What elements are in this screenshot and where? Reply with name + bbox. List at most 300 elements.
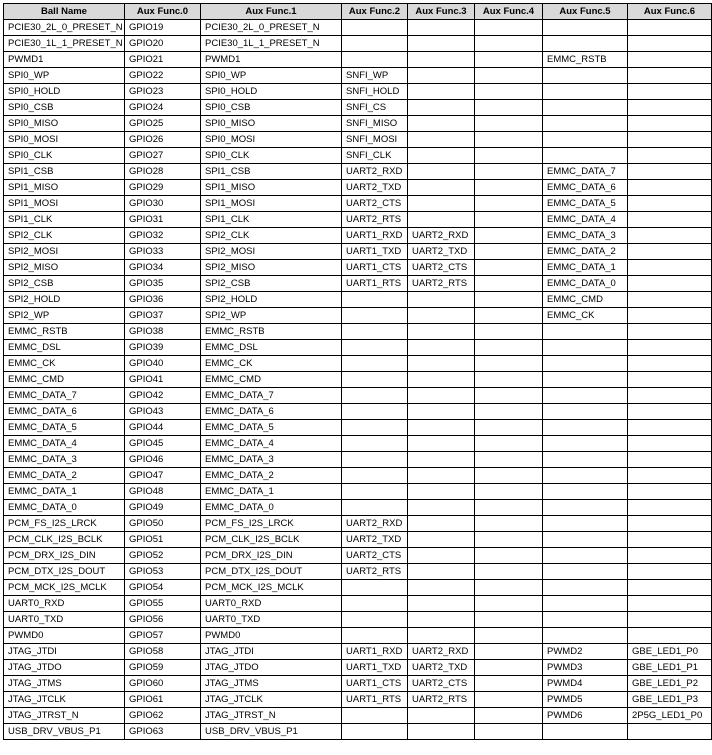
table-cell [628, 548, 712, 564]
table-cell: EMMC_DATA_1 [201, 484, 342, 500]
table-cell [628, 212, 712, 228]
table-cell: GPIO28 [125, 164, 201, 180]
table-cell [628, 292, 712, 308]
table-cell [628, 164, 712, 180]
table-row [4, 484, 712, 500]
table-cell [475, 676, 543, 692]
table-cell [408, 324, 475, 340]
table-cell [408, 164, 475, 180]
table-cell: EMMC_DATA_1 [543, 260, 628, 276]
table-cell: GPIO23 [125, 84, 201, 100]
table-cell: GPIO31 [125, 212, 201, 228]
table-row [4, 612, 712, 628]
table-cell: EMMC_DATA_6 [543, 180, 628, 196]
table-cell [628, 356, 712, 372]
table-cell [408, 468, 475, 484]
table-cell [342, 612, 408, 628]
table-cell [543, 612, 628, 628]
table-cell: UART2_RXD [342, 516, 408, 532]
table-cell [543, 564, 628, 580]
ball-name-cell: UART0_TXD [4, 612, 125, 628]
table-cell [475, 228, 543, 244]
table-cell [408, 308, 475, 324]
table-row [4, 596, 712, 612]
table-cell: SNFI_MOSI [342, 132, 408, 148]
table-cell [628, 500, 712, 516]
table-cell [342, 324, 408, 340]
table-cell: GPIO55 [125, 596, 201, 612]
table-cell: GPIO56 [125, 612, 201, 628]
table-cell [475, 292, 543, 308]
table-cell: GPIO35 [125, 276, 201, 292]
table-cell [628, 596, 712, 612]
table-cell: GPIO30 [125, 196, 201, 212]
table-cell [342, 420, 408, 436]
ball-name-cell: EMMC_DSL [4, 340, 125, 356]
ball-name-cell: SPI2_CLK [4, 228, 125, 244]
table-cell: EMMC_DATA_4 [201, 436, 342, 452]
table-cell: EMMC_CK [543, 308, 628, 324]
ball-name-cell: SPI1_MISO [4, 180, 125, 196]
table-row [4, 196, 712, 212]
ball-name-cell: EMMC_DATA_1 [4, 484, 125, 500]
ball-name-cell: SPI0_CLK [4, 148, 125, 164]
table-cell [628, 612, 712, 628]
table-cell: EMMC_RSTB [543, 52, 628, 68]
table-row [4, 516, 712, 532]
table-cell [543, 532, 628, 548]
table-cell: EMMC_DATA_0 [543, 276, 628, 292]
table-row [4, 228, 712, 244]
table-row [4, 164, 712, 180]
ball-name-cell: SPI2_WP [4, 308, 125, 324]
table-cell [408, 500, 475, 516]
table-cell: GPIO53 [125, 564, 201, 580]
table-cell [475, 68, 543, 84]
table-cell [342, 52, 408, 68]
table-cell [342, 484, 408, 500]
table-cell: GPIO24 [125, 100, 201, 116]
table-cell [475, 276, 543, 292]
table-cell: UART2_RTS [408, 692, 475, 708]
table-cell [543, 20, 628, 36]
table-cell: GBE_LED1_P0 [628, 644, 712, 660]
table-cell [342, 500, 408, 516]
table-cell: PCIE30_2L_0_PRESET_N [201, 20, 342, 36]
ball-name-cell: PCM_MCK_I2S_MCLK [4, 580, 125, 596]
table-row [4, 708, 712, 724]
table-cell: UART1_TXD [342, 660, 408, 676]
ball-name-cell: SPI2_MOSI [4, 244, 125, 260]
table-cell: GPIO44 [125, 420, 201, 436]
table-row [4, 84, 712, 100]
ball-name-cell: EMMC_DATA_2 [4, 468, 125, 484]
table-cell [475, 708, 543, 724]
table-cell [475, 468, 543, 484]
table-cell [408, 68, 475, 84]
table-cell [342, 356, 408, 372]
table-cell [543, 484, 628, 500]
table-row [4, 132, 712, 148]
table-cell [543, 548, 628, 564]
table-row [4, 180, 712, 196]
table-cell: GPIO49 [125, 500, 201, 516]
table-cell [543, 372, 628, 388]
table-row [4, 564, 712, 580]
table-cell [408, 708, 475, 724]
table-cell: EMMC_DATA_4 [543, 212, 628, 228]
table-cell [543, 340, 628, 356]
table-cell: GPIO59 [125, 660, 201, 676]
table-cell [628, 404, 712, 420]
table-cell [342, 452, 408, 468]
table-cell [475, 324, 543, 340]
table-cell: UART2_CTS [342, 548, 408, 564]
table-cell [408, 356, 475, 372]
table-cell: UART0_RXD [201, 596, 342, 612]
table-cell: GPIO34 [125, 260, 201, 276]
table-cell [543, 36, 628, 52]
table-cell: GPIO40 [125, 356, 201, 372]
ball-name-cell: SPI2_HOLD [4, 292, 125, 308]
table-row [4, 420, 712, 436]
table-cell: GPIO29 [125, 180, 201, 196]
table-cell [408, 180, 475, 196]
table-cell: UART1_RXD [342, 228, 408, 244]
table-cell: SPI1_MISO [201, 180, 342, 196]
table-cell [543, 628, 628, 644]
header-row [4, 4, 712, 20]
table-cell [475, 388, 543, 404]
table-cell [628, 580, 712, 596]
table-cell [543, 724, 628, 740]
table-cell [628, 372, 712, 388]
table-cell: GPIO58 [125, 644, 201, 660]
table-cell [628, 308, 712, 324]
table-cell [342, 308, 408, 324]
column-header: Aux Func.1 [201, 4, 342, 20]
ball-name-cell: SPI2_MISO [4, 260, 125, 276]
table-cell: JTAG_JTMS [201, 676, 342, 692]
table-cell [543, 404, 628, 420]
table-cell [408, 436, 475, 452]
ball-name-cell: SPI1_CSB [4, 164, 125, 180]
table-cell: UART1_CTS [342, 676, 408, 692]
table-cell [408, 548, 475, 564]
table-cell [408, 596, 475, 612]
table-cell [475, 212, 543, 228]
table-row [4, 52, 712, 68]
table-cell [408, 724, 475, 740]
table-cell [475, 516, 543, 532]
ball-name-cell: PWMD0 [4, 628, 125, 644]
table-cell: GPIO41 [125, 372, 201, 388]
table-cell: PCIE30_1L_1_PRESET_N [201, 36, 342, 52]
table-cell [475, 564, 543, 580]
table-cell [342, 292, 408, 308]
table-cell: UART1_RXD [342, 644, 408, 660]
table-cell: SPI0_HOLD [201, 84, 342, 100]
table-cell: GPIO52 [125, 548, 201, 564]
table-cell: GPIO19 [125, 20, 201, 36]
ball-name-cell: SPI2_CSB [4, 276, 125, 292]
table-cell: GPIO32 [125, 228, 201, 244]
table-cell [408, 212, 475, 228]
table-cell [408, 340, 475, 356]
table-cell [342, 340, 408, 356]
column-header: Aux Func.2 [342, 4, 408, 20]
table-cell [628, 260, 712, 276]
ball-name-cell: JTAG_JTDI [4, 644, 125, 660]
table-cell: SPI0_CLK [201, 148, 342, 164]
pin-function-table [3, 3, 712, 740]
table-cell: UART2_RTS [342, 212, 408, 228]
table-cell [342, 628, 408, 644]
table-cell [475, 580, 543, 596]
table-cell: EMMC_DATA_3 [543, 228, 628, 244]
table-cell [408, 564, 475, 580]
table-cell: SPI1_MOSI [201, 196, 342, 212]
table-cell: SPI1_CSB [201, 164, 342, 180]
table-cell [475, 436, 543, 452]
table-cell: GPIO39 [125, 340, 201, 356]
table-cell [342, 436, 408, 452]
ball-name-cell: JTAG_JTDO [4, 660, 125, 676]
table-cell: PCM_DRX_I2S_DIN [201, 548, 342, 564]
table-cell [408, 148, 475, 164]
table-cell [475, 244, 543, 260]
column-header: Aux Func.5 [543, 4, 628, 20]
table-row [4, 532, 712, 548]
ball-name-cell: UART0_RXD [4, 596, 125, 612]
table-cell: USB_DRV_VBUS_P1 [201, 724, 342, 740]
table-cell [543, 452, 628, 468]
ball-name-cell: EMMC_DATA_6 [4, 404, 125, 420]
table-cell: PWMD3 [543, 660, 628, 676]
table-cell [628, 276, 712, 292]
table-cell [628, 180, 712, 196]
table-row [4, 676, 712, 692]
table-row [4, 212, 712, 228]
ball-name-cell: JTAG_JTRST_N [4, 708, 125, 724]
table-cell: UART2_RTS [408, 276, 475, 292]
table-cell [543, 132, 628, 148]
table-row [4, 148, 712, 164]
table-cell: GPIO62 [125, 708, 201, 724]
table-cell [475, 196, 543, 212]
table-cell [342, 20, 408, 36]
table-cell: GPIO46 [125, 452, 201, 468]
table-row [4, 324, 712, 340]
table-row [4, 292, 712, 308]
table-cell: SPI2_CSB [201, 276, 342, 292]
table-cell [628, 468, 712, 484]
table-cell: UART1_RTS [342, 276, 408, 292]
table-cell [408, 100, 475, 116]
table-cell: PWMD1 [201, 52, 342, 68]
table-cell: SNFI_WP [342, 68, 408, 84]
table-cell [342, 388, 408, 404]
table-cell: GBE_LED1_P2 [628, 676, 712, 692]
table-cell: UART0_TXD [201, 612, 342, 628]
table-cell: GPIO61 [125, 692, 201, 708]
table-cell: JTAG_JTDI [201, 644, 342, 660]
table-cell: UART2_TXD [408, 244, 475, 260]
table-cell: UART2_RTS [342, 564, 408, 580]
table-cell [342, 724, 408, 740]
table-row [4, 628, 712, 644]
table-cell [628, 228, 712, 244]
table-cell [408, 404, 475, 420]
table-cell: 2P5G_LED1_P0 [628, 708, 712, 724]
table-cell: SNFI_CS [342, 100, 408, 116]
table-cell [342, 36, 408, 52]
table-cell [628, 196, 712, 212]
table-cell: GPIO22 [125, 68, 201, 84]
table-cell: SPI2_HOLD [201, 292, 342, 308]
table-cell [475, 148, 543, 164]
table-row [4, 36, 712, 52]
ball-name-cell: PCM_CLK_I2S_BCLK [4, 532, 125, 548]
table-cell [475, 20, 543, 36]
table-cell: EMMC_CK [201, 356, 342, 372]
table-cell: GPIO47 [125, 468, 201, 484]
table-cell: EMMC_DATA_7 [201, 388, 342, 404]
table-cell: EMMC_DATA_2 [543, 244, 628, 260]
table-cell [342, 372, 408, 388]
table-cell [475, 116, 543, 132]
table-row [4, 340, 712, 356]
table-body [4, 20, 712, 740]
ball-name-cell: USB_DRV_VBUS_P1 [4, 724, 125, 740]
table-cell [408, 52, 475, 68]
table-cell: GPIO27 [125, 148, 201, 164]
table-cell [628, 148, 712, 164]
table-cell [475, 548, 543, 564]
table-cell [628, 116, 712, 132]
ball-name-cell: JTAG_JTCLK [4, 692, 125, 708]
column-header: Aux Func.0 [125, 4, 201, 20]
table-cell [475, 596, 543, 612]
table-row [4, 500, 712, 516]
table-row [4, 260, 712, 276]
ball-name-cell: PCM_DTX_I2S_DOUT [4, 564, 125, 580]
table-cell [408, 372, 475, 388]
table-cell [342, 580, 408, 596]
table-cell: GPIO48 [125, 484, 201, 500]
table-cell: SPI1_CLK [201, 212, 342, 228]
table-cell [408, 612, 475, 628]
table-row [4, 692, 712, 708]
table-cell [628, 484, 712, 500]
table-cell: GBE_LED1_P3 [628, 692, 712, 708]
column-header: Ball Name [4, 4, 125, 20]
table-cell: GPIO33 [125, 244, 201, 260]
ball-name-cell: SPI0_MOSI [4, 132, 125, 148]
table-cell: UART2_TXD [408, 660, 475, 676]
table-cell [475, 100, 543, 116]
table-cell [475, 372, 543, 388]
table-row [4, 372, 712, 388]
table-cell: SPI0_CSB [201, 100, 342, 116]
table-cell [543, 468, 628, 484]
table-cell: GPIO57 [125, 628, 201, 644]
table-cell: GPIO26 [125, 132, 201, 148]
table-row [4, 724, 712, 740]
table-cell [408, 84, 475, 100]
table-cell: EMMC_DSL [201, 340, 342, 356]
table-cell [475, 420, 543, 436]
table-cell: GPIO20 [125, 36, 201, 52]
ball-name-cell: EMMC_CK [4, 356, 125, 372]
table-cell: JTAG_JTRST_N [201, 708, 342, 724]
ball-name-cell: PCM_FS_I2S_LRCK [4, 516, 125, 532]
table-cell: UART2_CTS [408, 260, 475, 276]
table-cell [408, 116, 475, 132]
table-cell [475, 628, 543, 644]
table-cell: SNFI_HOLD [342, 84, 408, 100]
table-cell: PWMD0 [201, 628, 342, 644]
table-cell: UART2_RXD [408, 228, 475, 244]
table-cell [475, 340, 543, 356]
table-cell [475, 404, 543, 420]
table-cell [628, 436, 712, 452]
table-cell: SNFI_CLK [342, 148, 408, 164]
table-cell [628, 36, 712, 52]
ball-name-cell: SPI1_MOSI [4, 196, 125, 212]
table-cell [628, 100, 712, 116]
ball-name-cell: EMMC_CMD [4, 372, 125, 388]
table-cell [408, 516, 475, 532]
ball-name-cell: EMMC_DATA_3 [4, 452, 125, 468]
table-cell [628, 20, 712, 36]
table-cell [628, 84, 712, 100]
table-cell: JTAG_JTCLK [201, 692, 342, 708]
table-cell [628, 324, 712, 340]
table-cell [475, 180, 543, 196]
ball-name-cell: SPI0_CSB [4, 100, 125, 116]
column-header: Aux Func.3 [408, 4, 475, 20]
table-cell: GPIO43 [125, 404, 201, 420]
table-cell [475, 36, 543, 52]
table-cell [475, 724, 543, 740]
table-cell: EMMC_RSTB [201, 324, 342, 340]
table-cell [628, 388, 712, 404]
ball-name-cell: PWMD1 [4, 52, 125, 68]
table-cell [543, 116, 628, 132]
table-cell [475, 52, 543, 68]
table-cell [475, 500, 543, 516]
table-row [4, 244, 712, 260]
table-cell [408, 292, 475, 308]
ball-name-cell: SPI0_HOLD [4, 84, 125, 100]
table-cell [628, 724, 712, 740]
table-cell [408, 532, 475, 548]
table-cell [475, 532, 543, 548]
table-cell [628, 532, 712, 548]
table-row [4, 68, 712, 84]
table-cell [475, 660, 543, 676]
table-cell [543, 516, 628, 532]
table-row [4, 452, 712, 468]
table-cell [543, 324, 628, 340]
table-cell [342, 708, 408, 724]
table-cell [408, 36, 475, 52]
table-cell [408, 132, 475, 148]
table-cell: GPIO60 [125, 676, 201, 692]
table-cell [628, 340, 712, 356]
table-cell: PCM_MCK_I2S_MCLK [201, 580, 342, 596]
